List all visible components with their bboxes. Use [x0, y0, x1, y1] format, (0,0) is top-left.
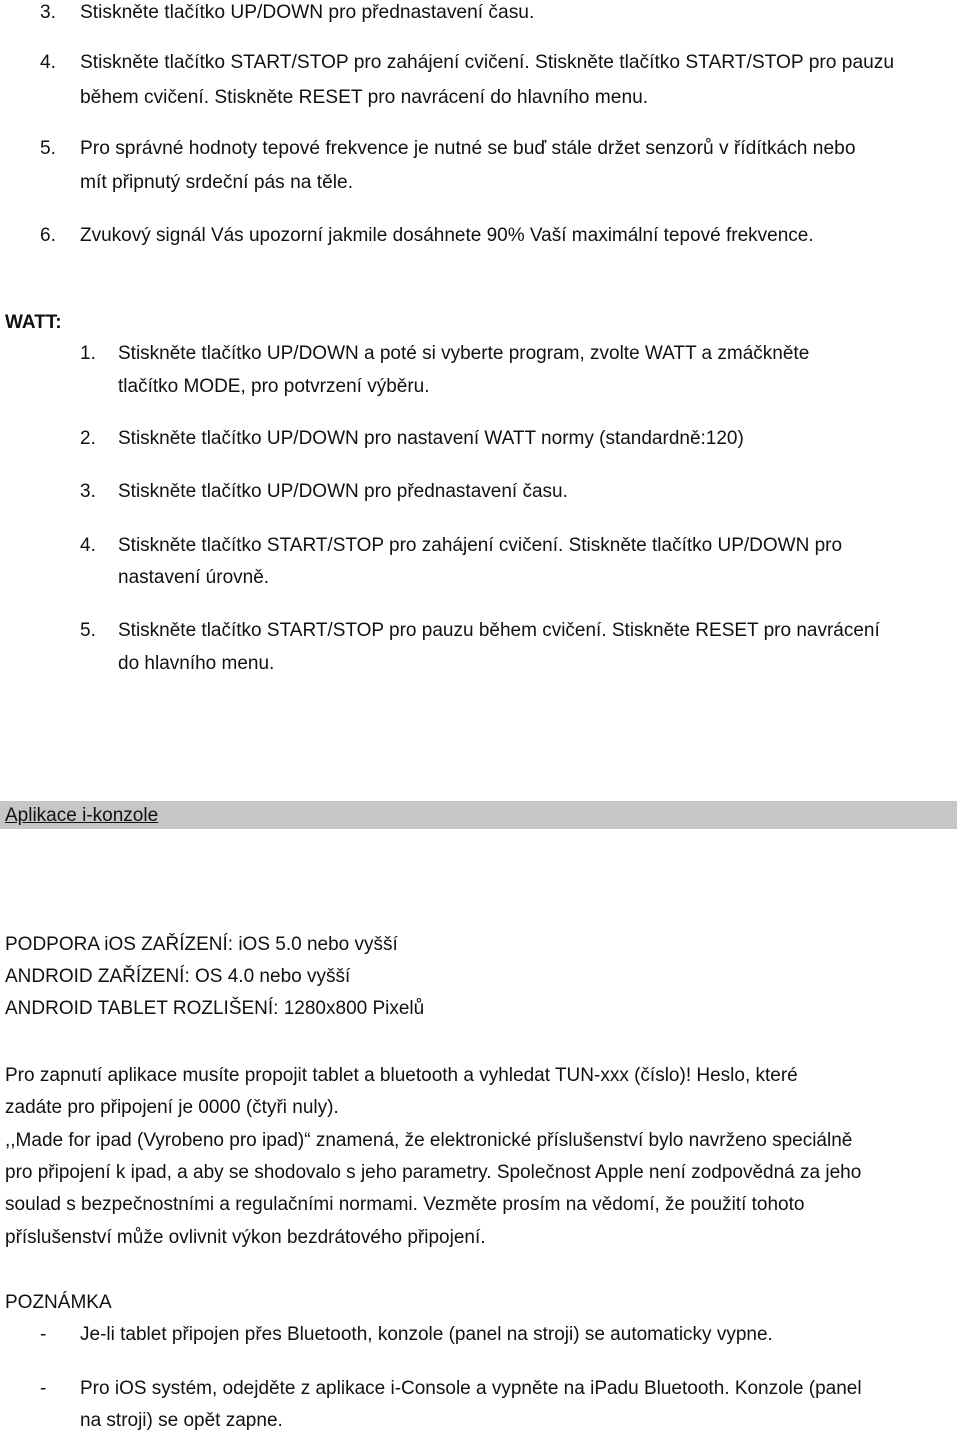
- note-heading: POZNÁMKA: [5, 1292, 112, 1313]
- list-item-text: Stiskněte tlačítko UP/DOWN pro přednastavení času.: [80, 2, 535, 23]
- list-item-text: Stiskněte tlačítko START/STOP pro pauzu během cvičení. Stiskněte RESET pro navrácení: [118, 620, 880, 641]
- note-dash: -: [40, 1324, 47, 1345]
- support-line: ANDROID TABLET ROZLIŠENÍ: 1280x800 Pixelů: [5, 998, 425, 1019]
- watt-heading: WATT:: [5, 312, 62, 333]
- list-item-text: Stiskněte tlačítko UP/DOWN a poté si vyberte program, zvolte WATT a zmáčkněte: [118, 343, 810, 364]
- note-text: Je-li tablet připojen přes Bluetooth, konzole (panel na stroji) se automaticky vypne.: [80, 1324, 773, 1345]
- list-item-text: Pro správné hodnoty tepové frekvence je nutné se buď stále držet senzorů v řídítkách nebo: [80, 138, 856, 159]
- list-item-text: mít připnutý srdeční pás na těle.: [80, 172, 354, 193]
- list-number: 3.: [40, 2, 57, 23]
- list-item-text: během cvičení. Stiskněte RESET pro navrácení do hlavního menu.: [80, 87, 649, 108]
- list-number: 1.: [80, 343, 96, 364]
- support-line: PODPORA iOS ZAŘÍZENÍ: iOS 5.0 nebo vyšší: [5, 934, 398, 955]
- section-heading: Aplikace i-konzole: [5, 805, 159, 826]
- list-item-text: nastavení úrovně.: [118, 567, 270, 588]
- paragraph-line: příslušenství může ovlivnit výkon bezdrátového připojení.: [5, 1227, 486, 1248]
- support-line: ANDROID ZAŘÍZENÍ: OS 4.0 nebo vyšší: [5, 966, 351, 987]
- note-text: Pro iOS systém, odejděte z aplikace i-Console a vypněte na iPadu Bluetooth. Konzole (panel: [80, 1378, 862, 1399]
- note-dash: -: [40, 1378, 47, 1399]
- note-text: na stroji) se opět zapne.: [80, 1410, 283, 1431]
- list-number: 4.: [80, 535, 96, 556]
- paragraph-line: Pro zapnutí aplikace musíte propojit tablet a bluetooth a vyhledat TUN-xxx (číslo)! Heslo, které: [5, 1065, 798, 1086]
- list-number: 5.: [80, 620, 96, 641]
- list-item-text: Stiskněte tlačítko UP/DOWN pro nastavení WATT normy (standardně:120): [118, 428, 744, 449]
- paragraph-line: zadáte pro připojení je 0000 (čtyři nuly).: [5, 1097, 339, 1118]
- list-item-text: Stiskněte tlačítko START/STOP pro zahájení cvičení. Stiskněte tlačítko UP/DOWN pro: [118, 535, 843, 556]
- paragraph-line: soulad s bezpečnostními a regulačními normami. Vezměte prosím na vědomí, že použití tohoto: [5, 1194, 805, 1215]
- list-item-text: tlačítko MODE, pro potvrzení výběru.: [118, 376, 430, 397]
- paragraph-line: ,,Made for ipad (Vyrobeno pro ipad)“ znamená, že elektronické příslušenství bylo navrženo speciálně: [5, 1130, 853, 1151]
- list-item-text: Stiskněte tlačítko START/STOP pro zahájení cvičení. Stiskněte tlačítko START/STOP pro pauzu: [80, 52, 895, 73]
- list-number: 4.: [40, 52, 57, 73]
- list-item-text: do hlavního menu.: [118, 653, 275, 674]
- list-item-text: Stiskněte tlačítko UP/DOWN pro přednastavení času.: [118, 481, 568, 502]
- list-number: 5.: [40, 138, 57, 159]
- list-item-text: Zvukový signál Vás upozorní jakmile dosáhnete 90% Vaší maximální tepové frekvence.: [80, 225, 814, 246]
- paragraph-line: pro připojení k ipad, a aby se shodovalo s jeho parametry. Společnost Apple není zodpovědná za jeho: [5, 1162, 862, 1183]
- list-number: 2.: [80, 428, 96, 449]
- list-number: 3.: [80, 481, 96, 502]
- list-number: 6.: [40, 225, 56, 246]
